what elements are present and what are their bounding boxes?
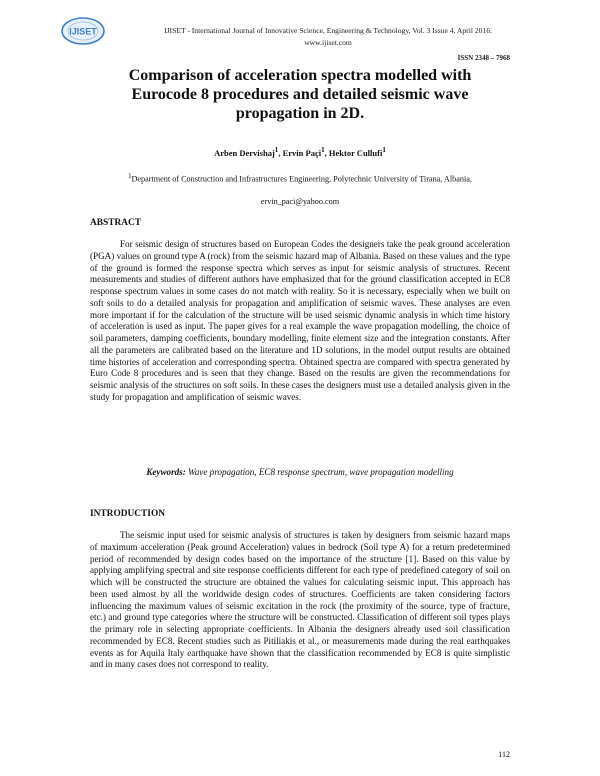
abstract-body: For seismic design of structures based on European Codes the designers take the peak ground acceleration (PGA) values on ground type A (rock) from the seismic hazard map of Albania. Based on these values and the type of the ground is formed the response spectra which serves as input for seismic analysis of structures. Recent measurements and studies of different authors have emphasized that for the ground classification accepted in EC8 response spectrum values in some cases do not match with reality. So it is necessary, especially when we built on soft soils to do a detailed analysis for propagation and amplification of seismic waves. These analyses are even more important if for the calculation of the structure will be used seismic dynamic analysis in which time history of acceleration is used as input. The paper gives for a real example the wave propagation modelling, the choice of soil parameters, damping coefficients, boundary modelling, finite element size and the integration constants. After all the parameters are calibrated based on the literature and 1D solutions, in the model output results are obtained time histories of acceleration and corresponding spectra. Obtained spectra are compared with spectra generated by Euro Code 8 procedures and is seen that they change. Based on the results are given the recommendations for seismic analysis of the structures on soft soils. In these cases the designers must use a detailed analysis given in the study for propagation and amplification of seismic waves. [90, 239, 510, 402]
introduction-body: The seismic input used for seismic analysis of structures is taken by designers from seismic hazard maps of maximum acceleration (Peak ground Acceleration) values in bedrock (Soil type A) for a return predetermined period of recommended by design codes based on the importance of the structure [1]. Based on this value by applying amplifying spectral and site response coefficients different for each type of predefined category of soil on which will be constructed the structure are obtained the values for calculating seismic input. This approach has been used almost by all the worldwide design codes of structures. Coefficients are taken considering factors influencing the maximum values of seismic excitation in the rock (the proximity of the source, type of fracture, etc.) and ground type categories where the structure will be constructed. Classification of different soil types plays the primary role in selecting appropriate coefficients. In Albania the designers already used soil classification recommended by EC8. Recent studies such as Pitiliakis et al., or measurements made during the real earthquakes events as for Aquila Italy earthquake have shown that the classification recommended by EC8 is quite simplistic and in many cases does not correspond to reality. [90, 530, 510, 670]
affiliation-superscript: 1 [128, 173, 132, 180]
author-name: Arben Dervishaj [214, 147, 275, 158]
introduction-heading: INTRODUCTION [90, 509, 166, 519]
issn-label: ISSN 2348 – 7968 [457, 54, 510, 62]
author-email[interactable]: ervin_paci@yahoo.com [260, 197, 340, 206]
author-name: Ervin Paçi [282, 147, 322, 158]
journal-header: IJISET - International Journal of Innovative Science, Engineering & Technology, Vol. 3 Issue 4, April 2016. [164, 26, 492, 35]
affiliation [100, 173, 500, 184]
keywords-text: Wave propagation, EC8 response spectrum, wave propagation modelling [188, 467, 454, 477]
author-superscript: 1 [382, 146, 386, 154]
journal-website-link[interactable]: www.ijiset.com [304, 38, 352, 47]
journal-logo [60, 16, 106, 46]
author-name: Hektor Cullufi [328, 147, 383, 158]
author-superscript: 1 [274, 146, 279, 154]
affiliation-text: Department of Construction and Infrastructures Engineering, Polytechnic University of Tirana, Albania, [131, 174, 472, 184]
svg-text:IJISET: IJISET [69, 26, 97, 37]
author-superscript: 1 [321, 146, 325, 154]
page-number: 112 [498, 750, 510, 759]
abstract-heading: ABSTRACT [90, 218, 142, 228]
keywords-line [90, 467, 510, 477]
author-list: Arben Dervishaj$^1$, Ervin Paçi$^1$, Hektor Cullufi$^1$ [214, 146, 386, 158]
keywords-label: Keywords: [146, 467, 186, 477]
paper-title: Comparison of acceleration spectra modelled with Eurocode 8 procedures and detailed seismic wave propagation in 2D. [128, 67, 472, 122]
